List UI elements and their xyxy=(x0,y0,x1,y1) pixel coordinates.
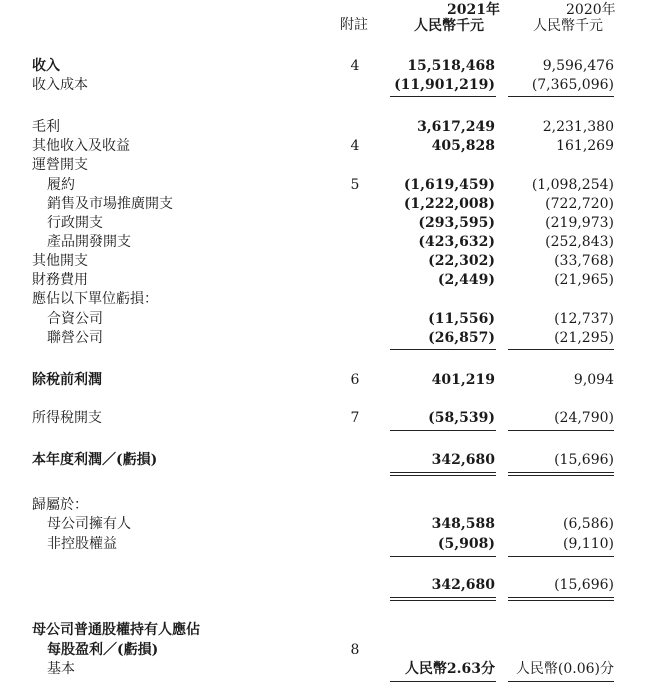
value-2020: 9,094 xyxy=(573,372,614,388)
value-2021: 342,680 xyxy=(431,577,495,593)
unit-2020-header: 人民幣千元 xyxy=(533,18,603,34)
row-product-development xyxy=(0,232,653,252)
value-2020: (33,768) xyxy=(554,253,614,269)
value-2020: (219,973) xyxy=(545,215,614,231)
value-2020: (7,365,096) xyxy=(531,77,614,93)
row-label: 毛利 xyxy=(32,119,60,135)
value-2021: (423,632) xyxy=(418,234,495,250)
row-label: 行政開支 xyxy=(47,215,103,231)
note-column-header: 附註 xyxy=(340,17,368,33)
row-label: 履約 xyxy=(47,177,75,193)
row-label: 本年度利潤／(虧損) xyxy=(32,452,158,468)
value-2020: (15,696) xyxy=(554,577,614,593)
subtotal-rule-2021 xyxy=(390,96,496,97)
row-profit-for-year xyxy=(0,450,653,470)
value-2021: (58,539) xyxy=(428,410,495,426)
unit-2021-header: 人民幣千元 xyxy=(414,18,484,34)
row-cost-of-revenue xyxy=(0,75,653,95)
total-double-rule-2021 xyxy=(390,600,496,601)
total-rule-2020 xyxy=(508,681,614,682)
value-2021: 342,680 xyxy=(431,452,495,468)
value-2020: 人民幣(0.06)分 xyxy=(515,661,614,677)
row-label: 歸屬於： xyxy=(32,497,88,513)
row-eps-heading xyxy=(0,620,653,640)
row-basic-eps xyxy=(0,659,653,679)
row-note: 5 xyxy=(350,177,360,193)
row-operating-expenses xyxy=(0,155,653,175)
row-label: 產品開發開支 xyxy=(47,234,131,250)
value-2021: (26,857) xyxy=(428,330,495,346)
value-2021: 348,588 xyxy=(431,516,495,532)
row-label: 合資公司 xyxy=(47,311,103,327)
row-label: 收入 xyxy=(32,58,60,74)
row-label: 其他收入及收益 xyxy=(32,138,130,154)
value-2020: 2,231,380 xyxy=(542,119,614,135)
total-double-rule-2021 xyxy=(390,475,496,476)
row-label: 聯營公司 xyxy=(47,330,103,346)
row-label: 運營開支 xyxy=(32,157,88,173)
subtotal-rule-2020 xyxy=(508,430,614,431)
value-2020: (6,586) xyxy=(562,516,614,532)
row-note: 8 xyxy=(350,642,360,658)
value-2020: (9,110) xyxy=(562,536,614,552)
row-note: 7 xyxy=(350,410,360,426)
total-rule-2020 xyxy=(508,597,614,598)
total-double-rule-2020 xyxy=(508,600,614,601)
row-total-attributable xyxy=(0,575,653,595)
row-share-of-losses xyxy=(0,289,653,309)
row-revenue xyxy=(0,56,653,76)
row-earnings-per-share xyxy=(0,640,653,660)
value-2020: (252,843) xyxy=(545,234,614,250)
value-2020: 161,269 xyxy=(556,138,614,154)
value-2020: (12,737) xyxy=(554,311,614,327)
total-rule-2020 xyxy=(508,472,614,473)
row-finance-costs xyxy=(0,270,653,290)
value-2021: 405,828 xyxy=(431,138,495,154)
subtotal-rule-2020 xyxy=(508,96,614,97)
row-label: 財務費用 xyxy=(32,272,88,288)
row-label: 所得稅開支 xyxy=(32,410,102,426)
value-2021: (22,302) xyxy=(428,253,495,269)
value-2020: 9,596,476 xyxy=(542,58,614,74)
row-label: 母公司普通股權持有人應佔 xyxy=(32,622,200,638)
row-income-tax xyxy=(0,408,653,428)
year-2021-header: 2021年 xyxy=(447,2,500,18)
row-selling-marketing xyxy=(0,194,653,214)
value-2021: (1,619,459) xyxy=(403,177,495,193)
subtotal-rule-2020 xyxy=(508,349,614,350)
value-2020: (722,720) xyxy=(545,196,614,212)
row-note: 4 xyxy=(350,58,360,74)
value-2021: (11,556) xyxy=(428,311,495,327)
row-note: 6 xyxy=(350,372,360,388)
row-label: 除稅前利潤 xyxy=(32,372,102,388)
subtotal-rule-2020 xyxy=(508,556,614,557)
year-2020-header: 2020年 xyxy=(566,2,616,18)
value-2021: (293,595) xyxy=(418,215,495,231)
total-rule-2021 xyxy=(390,597,496,598)
row-label: 銷售及市場推廣開支 xyxy=(47,196,173,212)
value-2021: (5,908) xyxy=(437,536,495,552)
row-label: 應佔以下單位虧損： xyxy=(32,291,158,307)
row-note: 4 xyxy=(350,138,360,154)
row-attributable-to xyxy=(0,495,653,515)
row-label: 每股盈利／(虧損) xyxy=(47,642,159,658)
total-double-rule-2020 xyxy=(508,475,614,476)
subtotal-rule-2021 xyxy=(390,349,496,350)
row-owners-of-parent xyxy=(0,514,653,534)
value-2021: (11,901,219) xyxy=(394,77,495,93)
row-administrative xyxy=(0,213,653,233)
value-2021: (2,449) xyxy=(437,272,495,288)
subtotal-rule-2021 xyxy=(390,430,496,431)
row-label: 基本 xyxy=(47,661,75,677)
value-2021: (1,222,008) xyxy=(403,196,495,212)
row-label: 其他開支 xyxy=(32,253,88,269)
value-2021: 人民幣2.63分 xyxy=(404,661,495,677)
value-2020: (1,098,254) xyxy=(531,177,614,193)
row-label: 收入成本 xyxy=(32,77,88,93)
row-non-controlling-interests xyxy=(0,534,653,554)
row-associates xyxy=(0,328,653,348)
value-2021: 401,219 xyxy=(431,372,495,388)
subtotal-rule-2021 xyxy=(390,556,496,557)
row-label: 非控股權益 xyxy=(47,536,117,552)
row-label: 母公司擁有人 xyxy=(47,516,131,532)
value-2021: 3,617,249 xyxy=(417,119,495,135)
total-rule-2021 xyxy=(390,681,496,682)
row-profit-before-tax xyxy=(0,370,653,390)
value-2020: (15,696) xyxy=(554,452,614,468)
value-2020: (21,965) xyxy=(554,272,614,288)
value-2021: 15,518,468 xyxy=(407,58,495,74)
row-gross-profit xyxy=(0,117,653,137)
value-2020: (21,295) xyxy=(554,330,614,346)
row-fulfilment xyxy=(0,175,653,195)
row-joint-ventures xyxy=(0,309,653,329)
row-other-income xyxy=(0,136,653,156)
value-2020: (24,790) xyxy=(554,410,614,426)
row-other-expenses xyxy=(0,251,653,271)
total-rule-2021 xyxy=(390,472,496,473)
